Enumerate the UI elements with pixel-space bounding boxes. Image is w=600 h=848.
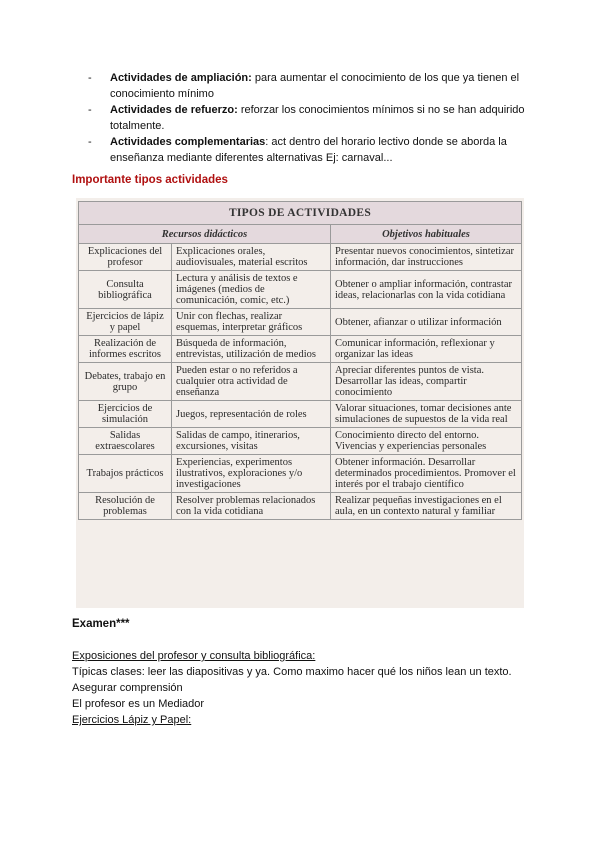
table-row bbox=[79, 363, 522, 401]
cell-recursos: Juegos, representación de roles bbox=[172, 401, 331, 428]
bullet-dash: - bbox=[88, 72, 92, 84]
cell-tipo: Resolución de problemas bbox=[79, 493, 172, 520]
bullet-bold-label: Actividades complementarias bbox=[110, 136, 266, 148]
note-line: Asegurar comprensión bbox=[72, 682, 183, 694]
bullet-dash: - bbox=[88, 104, 92, 116]
note-line: Típicas clases: leer las diapositivas y ya. Como maximo hacer qué los niños lean un texto. bbox=[72, 666, 512, 678]
cell-recursos: Pueden estar o no referidos a cualquier otra actividad de enseñanza bbox=[172, 363, 331, 401]
bullet-dash: - bbox=[88, 136, 92, 148]
cell-recursos: Experiencias, experimentos ilustrativos, exploraciones y/o investigaciones bbox=[172, 455, 331, 493]
cell-recursos: Unir con flechas, realizar esquemas, interpretar gráficos bbox=[172, 309, 331, 336]
activities-table bbox=[78, 201, 522, 520]
activities-bullet-list bbox=[88, 70, 528, 166]
table-row bbox=[79, 244, 522, 271]
cell-objetivos: Presentar nuevos conocimientos, sintetizar información, dar instrucciones bbox=[331, 244, 522, 271]
cell-tipo: Explicaciones del profesor bbox=[79, 244, 172, 271]
cell-tipo: Ejercicios de lápiz y papel bbox=[79, 309, 172, 336]
bullet-ampliacion bbox=[88, 70, 528, 102]
note-line: El profesor es un Mediador bbox=[72, 698, 205, 710]
table-row bbox=[79, 336, 522, 363]
bullet-text: para aumentar el conocimiento de los que ya tienen el conocimiento mínimo bbox=[110, 72, 520, 100]
column-header-objetivos: Objetivos habituales bbox=[331, 225, 522, 244]
table-row bbox=[79, 401, 522, 428]
cell-objetivos: Apreciar diferentes puntos de vista. Desarrollar las ideas, compartir conocimiento bbox=[331, 363, 522, 401]
activities-table-image bbox=[76, 198, 524, 608]
cell-objetivos: Obtener, afianzar o utilizar información bbox=[331, 309, 522, 336]
cell-tipo: Realización de informes escritos bbox=[79, 336, 172, 363]
section-heading: Importante tipos actividades bbox=[72, 174, 228, 186]
bullet-text: : act dentro del horario lectivo donde se aborda la enseñanza mediante diferentes alternativas Ej: carnaval... bbox=[110, 136, 507, 164]
cell-objetivos: Realizar pequeñas investigaciones en el aula, en un contexto natural y familiar bbox=[331, 493, 522, 520]
exam-notes bbox=[72, 616, 552, 728]
cell-tipo: Ejercicios de simulación bbox=[79, 401, 172, 428]
table-row bbox=[79, 428, 522, 455]
cell-recursos: Salidas de campo, itinerarios, excursiones, visitas bbox=[172, 428, 331, 455]
cell-objetivos: Valorar situaciones, tomar decisiones ante simulaciones de supuestos de la vida real bbox=[331, 401, 522, 428]
bullet-text: reforzar los conocimientos mínimos si no se han adquirido totalmente. bbox=[110, 104, 525, 132]
cell-objetivos: Obtener información. Desarrollar determinados procedimientos. Promover el interés por el trabajo científico bbox=[331, 455, 522, 493]
cell-tipo: Debates, trabajo en grupo bbox=[79, 363, 172, 401]
exam-heading: Examen*** bbox=[72, 618, 130, 630]
cell-recursos: Explicaciones orales, audiovisuales, material escritos bbox=[172, 244, 331, 271]
bullet-refuerzo bbox=[88, 102, 528, 134]
cell-objetivos: Obtener o ampliar información, contrastar ideas, relacionarlas con la vida cotidiana bbox=[331, 271, 522, 309]
cell-recursos: Búsqueda de información, entrevistas, utilización de medios bbox=[172, 336, 331, 363]
section-title-lapiz-papel: Ejercicios Lápiz y Papel: bbox=[72, 714, 192, 726]
cell-objetivos: Comunicar información, reflexionar y organizar las ideas bbox=[331, 336, 522, 363]
bullet-bold-label: Actividades de ampliación: bbox=[110, 72, 252, 84]
bullet-bold-label: Actividades de refuerzo: bbox=[110, 104, 238, 116]
table-row bbox=[79, 271, 522, 309]
section-title-exposiciones: Exposiciones del profesor y consulta bibliográfica: bbox=[72, 650, 316, 662]
table-row bbox=[79, 455, 522, 493]
table-row bbox=[79, 493, 522, 520]
cell-tipo: Salidas extraescolares bbox=[79, 428, 172, 455]
table-title: TIPOS DE ACTIVIDADES bbox=[79, 202, 522, 225]
cell-tipo: Consulta bibliográfica bbox=[79, 271, 172, 309]
table-row bbox=[79, 309, 522, 336]
cell-objetivos: Conocimiento directo del entorno. Vivencias y experiencias personales bbox=[331, 428, 522, 455]
bullet-complementarias bbox=[88, 134, 528, 166]
column-header-recursos: Recursos didácticos bbox=[79, 225, 331, 244]
cell-recursos: Lectura y análisis de textos e imágenes (medios de comunicación, comic, etc.) bbox=[172, 271, 331, 309]
cell-tipo: Trabajos prácticos bbox=[79, 455, 172, 493]
cell-recursos: Resolver problemas relacionados con la vida cotidiana bbox=[172, 493, 331, 520]
